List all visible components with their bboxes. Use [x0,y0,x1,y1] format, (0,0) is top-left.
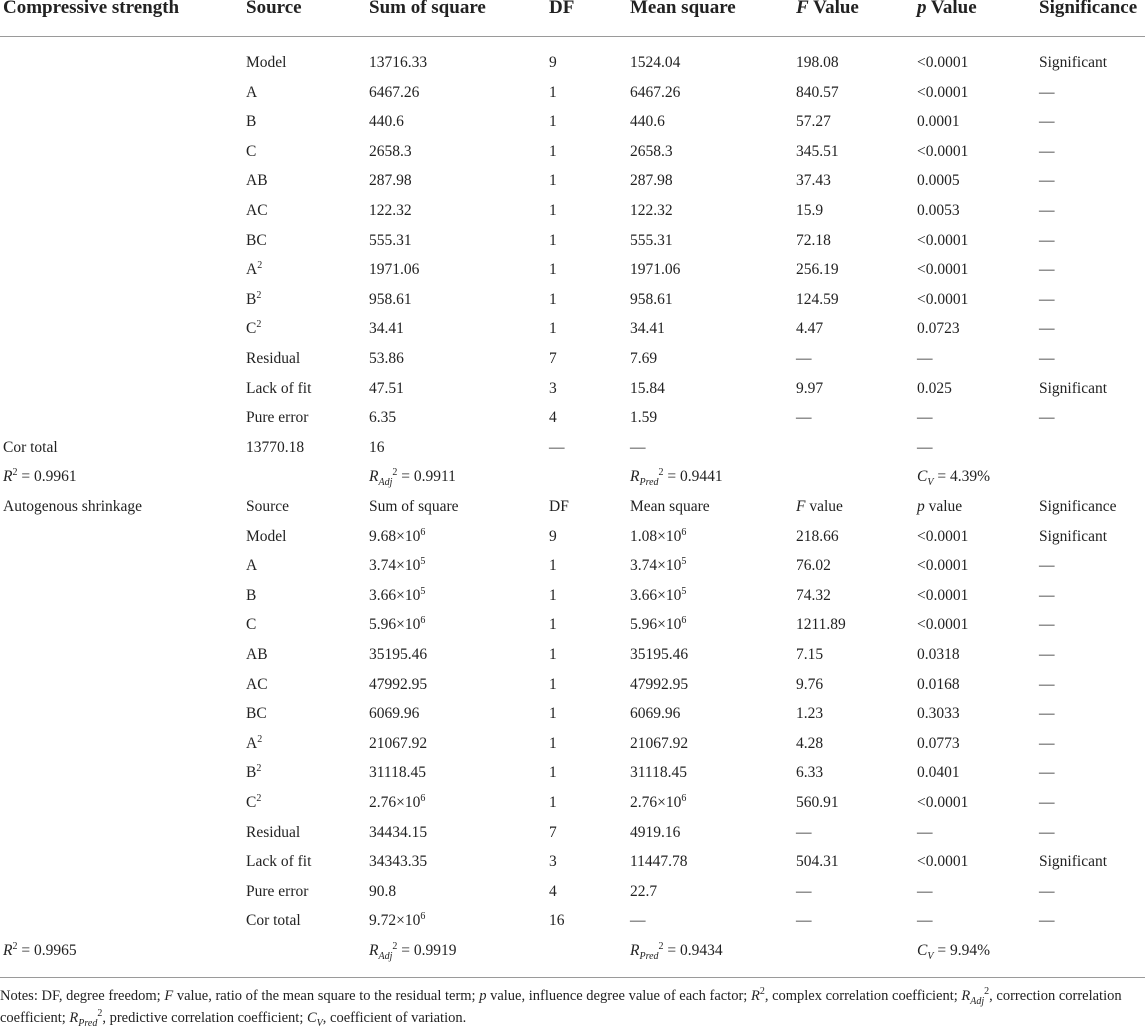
table-row [0,581,1145,611]
table-cell: — [1039,557,1055,575]
table-cell: 1 [549,202,557,219]
table-row [0,729,1145,759]
table-cell: 440.6 [369,113,404,131]
table-cell: <0.0001 [917,290,969,308]
table-cell: 7 [549,823,557,841]
table-cell: 74.32 [796,586,831,604]
table-cell: — [1039,231,1055,249]
table-row [0,699,1145,729]
table-cell: 958.61 [630,290,673,308]
table-cell: BC [246,705,267,723]
table-row [0,936,1145,966]
table-cell: — [917,438,933,456]
header-f-symbol: F [796,0,809,18]
table-cell: 34.41 [369,320,404,338]
table-cell: — [917,350,933,367]
table-cell: 1 [549,172,557,190]
table-cell: Sum of square [369,498,459,515]
table-cell: $C^2$ [246,792,262,811]
table-cell: 6.35 [369,409,397,427]
table-row [0,492,1145,522]
table-cell: — [1039,261,1055,279]
table-cell: 4 [549,409,557,427]
table-cell: 1 [549,261,557,279]
table-cell: 0.0053 [917,202,960,219]
table-cell: $B^2$ [246,289,262,308]
table-cell: — [1039,734,1055,752]
table-cell: $R_{Pred}^2 = 0.9434$ [630,940,723,963]
table-cell: Significant [1039,379,1108,397]
table-cell: <0.0001 [917,54,969,71]
table-cell: 47992.95 [630,675,689,693]
table-cell: 6069.96 [369,705,420,723]
table-row [0,285,1145,315]
table-cell: 287.98 [630,172,673,190]
table-cell: — [1039,882,1055,900]
table-cell: — [1039,794,1055,811]
table-row [0,847,1145,877]
table-header [0,0,1145,36]
table-cell: $R^2 = 0.9961$ [3,467,77,486]
table-row [0,670,1145,700]
table-cell: 1 [549,646,557,663]
table-cell: 1 [549,586,557,604]
table-cell: 0.0318 [917,646,960,663]
table-cell: — [1039,823,1055,841]
table-cell: $C_V = 4.39\%$ [917,468,990,489]
table-cell: $5.96\times 10^6$ [630,615,687,634]
table-cell: 34.41 [630,320,665,338]
table-cell: — [1039,764,1055,782]
table-cell: 1211.89 [796,616,846,634]
table-cell: <0.0001 [917,527,969,545]
table-cell: <0.0001 [917,231,969,249]
table-cell: Significant [1039,527,1108,545]
table-cell: 1 [549,113,557,131]
table-cell: 840.57 [796,83,839,101]
table-cell: 11447.78 [630,853,688,871]
table-cell: Autogenous shrinkage [3,498,143,515]
header-compressive-strength: Compressive strength [3,0,180,18]
table-cell: 958.61 [369,290,412,308]
table-cell: 218.66 [796,527,839,545]
table-row [0,255,1145,285]
table-cell: AC [246,675,268,693]
table-cell: 555.31 [630,231,673,249]
table-cell: 90.8 [369,882,397,900]
table-cell: — [1039,912,1055,930]
table-cell: <0.0001 [917,853,969,871]
table-cell: 1 [549,675,557,693]
table-cell: — [630,912,646,930]
table-cell: BC [246,231,267,249]
table-cell: <0.0001 [917,616,969,634]
table-cell: 440.6 [630,113,665,131]
table-row [0,78,1145,108]
table-cell: 124.59 [796,290,839,308]
table-cell: 47992.95 [369,675,428,693]
table-cell: 2658.3 [630,142,673,160]
table-cell: — [1039,616,1055,634]
table-cell: 0.0401 [917,764,960,782]
table-cell: 34434.15 [369,823,428,841]
table-cell: — [1039,142,1055,160]
table-cell: DF [549,498,569,515]
table-row [0,788,1145,818]
table-row [0,640,1145,670]
table-cell: Source [246,498,290,515]
table-cell: 15.84 [630,379,665,397]
table-cell: 0.025 [917,379,952,397]
table-row [0,374,1145,404]
table-cell: p value [917,498,963,515]
table-cell: 13770.18 [246,438,305,456]
table-cell: Pure error [246,882,309,900]
table-cell: 0.0168 [917,675,960,693]
table-row [0,462,1145,492]
table-cell: Residual [246,350,301,367]
table-cell: 1 [549,557,557,575]
table-cell: Mean square [630,498,710,515]
table-cell: $A^2$ [246,260,263,279]
table-cell: $2.76\times 10^6$ [369,792,426,811]
table-row [0,818,1145,848]
header-f-rest: Value [808,0,859,18]
table-cell: — [1039,172,1055,190]
table-cell: — [796,823,812,841]
table-cell: — [796,409,812,427]
table-cell: Cor total [3,438,58,456]
table-cell: — [796,882,812,900]
table-cell: $9.72\times 10^6$ [369,911,426,930]
table-cell: — [796,912,812,930]
table-cell: — [1039,409,1055,427]
table-cell: 15.9 [796,202,824,219]
table-cell: $B^2$ [246,763,262,782]
table-cell: Significance [1039,498,1117,515]
table-cell: 1 [549,616,557,634]
table-cell: $R_{Adj}^2 = 0.9911$ [369,467,456,489]
table-row [0,166,1145,196]
table-cell: — [1039,675,1055,693]
table-cell: C [246,142,257,160]
table-cell: 4.47 [796,320,824,338]
table-cell: — [917,409,933,427]
table-cell: 21067.92 [369,734,428,752]
table-cell: <0.0001 [917,794,969,811]
table-cell: 122.32 [630,202,673,219]
table-cell: 4 [549,882,557,900]
table-cell: 57.27 [796,113,831,131]
table-cell: 1 [549,794,557,811]
table-cell: Cor total [246,912,301,930]
table-cell: 1971.06 [369,261,420,279]
table-cell: — [1039,705,1055,723]
table-cell: 34343.35 [369,853,428,871]
table-cell: <0.0001 [917,557,969,575]
table-cell: 47.51 [369,379,404,397]
table-row [0,403,1145,433]
table-cell: 1 [549,83,557,101]
table-cell: 7.69 [630,350,658,367]
table-cell: <0.0001 [917,586,969,604]
table-cell: 31118.45 [369,764,426,782]
table-cell: $R_{Adj}^2 = 0.9919$ [369,940,457,963]
table-cell: A [246,83,258,101]
table-cell: $C_V = 9.94\%$ [917,942,990,963]
table-cell: 1.23 [796,705,824,723]
table-cell: Lack of fit [246,853,312,871]
table-cell: 4.28 [796,734,824,752]
header-rule [0,36,1145,37]
table-row [0,226,1145,256]
table-cell: 16 [549,912,565,930]
header-df: DF [549,0,575,18]
table-cell: 1 [549,764,557,782]
table-cell: Significant [1039,853,1108,871]
table-cell: B [246,586,257,604]
table-cell: $1.08\times 10^6$ [630,526,687,545]
header-f-value [796,0,859,19]
table-cell: 76.02 [796,557,831,575]
table-cell: — [1039,113,1055,131]
table-row [0,48,1145,78]
table-cell: $C^2$ [246,319,262,338]
table-cell: — [1039,586,1055,604]
table-cell: 0.0773 [917,734,960,752]
table-cell: 6069.96 [630,705,681,723]
table-cell: $R^2 = 0.9965$ [3,940,77,959]
header-p-value [917,0,977,19]
table-cell: $3.74\times 10^5$ [630,556,687,575]
table-cell: Lack of fit [246,379,312,397]
table-cell: $A^2$ [246,733,263,752]
table-cell: 35195.46 [630,646,689,663]
table-cell: 345.51 [796,142,839,160]
table-notes: Notes: DF, degree freedom; F value, ratio of the mean square to the residual term; p value, influence degree value of each factor; $R^2$, complex correlation coefficient; $R_{Adj}^2$, correction correlation coefficient; $R_{Pred}^2$, predictive correlation coefficient; $C_V$, coefficient of variation. [0,986,1122,1029]
table-cell: 198.08 [796,54,839,71]
table-cell: 53.86 [369,350,404,367]
table-cell: $9.68\times 10^6$ [369,526,426,545]
table-cell: 22.7 [630,882,658,900]
table-cell: 31118.45 [630,764,687,782]
table-cell: — [796,350,812,367]
table-cell: — [1039,350,1055,367]
table-cell: Significant [1039,54,1108,71]
table-cell: 9.76 [796,675,824,693]
table-cell: 122.32 [369,202,412,219]
table-row [0,107,1145,137]
table-cell: AC [246,202,268,219]
table-cell: 2658.3 [369,142,412,160]
table-cell: AB [246,172,268,190]
table-cell: 1 [549,290,557,308]
table-cell: 4919.16 [630,823,681,841]
table-cell: F value [796,498,843,515]
table-cell: 1.59 [630,409,658,427]
table-cell: Pure error [246,409,309,427]
header-p-rest: Value [926,0,977,18]
table-cell: 1 [549,142,557,160]
table-cell: $R_{Pred}^2 = 0.9441$ [630,467,723,489]
table-cell: 1 [549,320,557,338]
header-source: Source [246,0,302,18]
table-row [0,758,1145,788]
table-cell: 555.31 [369,231,412,249]
table-cell: 1524.04 [630,54,681,71]
table-cell: 35195.46 [369,646,428,663]
table-cell: 3 [549,379,557,397]
table-cell: — [1039,320,1055,338]
table-cell: $2.76\times 10^6$ [630,792,687,811]
table-cell: 0.3033 [917,705,960,723]
table-cell: 13716.33 [369,54,428,71]
table-row [0,610,1145,640]
header-significance: Significance [1039,0,1138,18]
table-cell: $3.74\times 10^5$ [369,556,426,575]
table-cell: B [246,113,257,131]
table-cell: 256.19 [796,261,839,279]
table-cell: — [1039,202,1055,219]
table-cell: 6.33 [796,764,824,782]
table-cell: <0.0001 [917,142,969,160]
table-cell: 504.31 [796,853,839,871]
table-cell: 0.0005 [917,172,960,190]
table-cell: — [549,438,565,456]
table-row [0,877,1145,907]
table-cell: <0.0001 [917,83,969,101]
table-cell: 37.43 [796,172,831,190]
table-row [0,906,1145,936]
table-cell: — [917,912,933,930]
table-cell: 3 [549,853,557,871]
table-cell: — [917,823,933,841]
table-cell: 0.0001 [917,113,960,131]
table-cell: — [1039,83,1055,101]
header-p-symbol: p [917,0,927,18]
table-cell: Model [246,527,287,545]
table-cell: 16 [369,438,385,456]
table-cell: $3.66\times 10^5$ [369,585,426,604]
table-cell: — [630,438,646,456]
table-cell: — [917,882,933,900]
table-row [0,137,1145,167]
table-cell: <0.0001 [917,261,969,279]
table-cell: 1 [549,705,557,723]
table-row [0,344,1145,374]
table-row [0,551,1145,581]
table-row [0,522,1145,552]
table-cell: A [246,557,258,575]
table-cell: 6467.26 [369,83,420,101]
table-cell: 9 [549,527,557,545]
table-cell: 9 [549,54,557,71]
table-cell: 1 [549,231,557,249]
table-cell: — [1039,646,1055,663]
table-cell: 7.15 [796,646,824,663]
table-cell: 1 [549,734,557,752]
table-cell: C [246,616,257,634]
table-cell: 21067.92 [630,734,689,752]
table-row [0,433,1145,463]
table-cell: 287.98 [369,172,412,190]
table-cell: 1971.06 [630,261,681,279]
table-cell: 560.91 [796,794,839,811]
table-cell: — [1039,290,1055,308]
header-mean-square: Mean square [630,0,736,18]
table-cell: AB [246,646,268,663]
table-cell: $5.96\times 10^6$ [369,615,426,634]
table-row [0,314,1145,344]
table-cell: $3.66\times 10^5$ [630,585,687,604]
header-sum-of-square: Sum of square [369,0,486,18]
table-cell: 0.0723 [917,320,960,338]
table-row [0,196,1145,226]
table-cell: 7 [549,350,557,367]
footer-rule [0,977,1145,978]
table-cell: Residual [246,823,301,841]
table-cell: 6467.26 [630,83,681,101]
table-cell: 9.97 [796,379,824,397]
table-cell: Model [246,54,287,71]
table-cell: 72.18 [796,231,831,249]
